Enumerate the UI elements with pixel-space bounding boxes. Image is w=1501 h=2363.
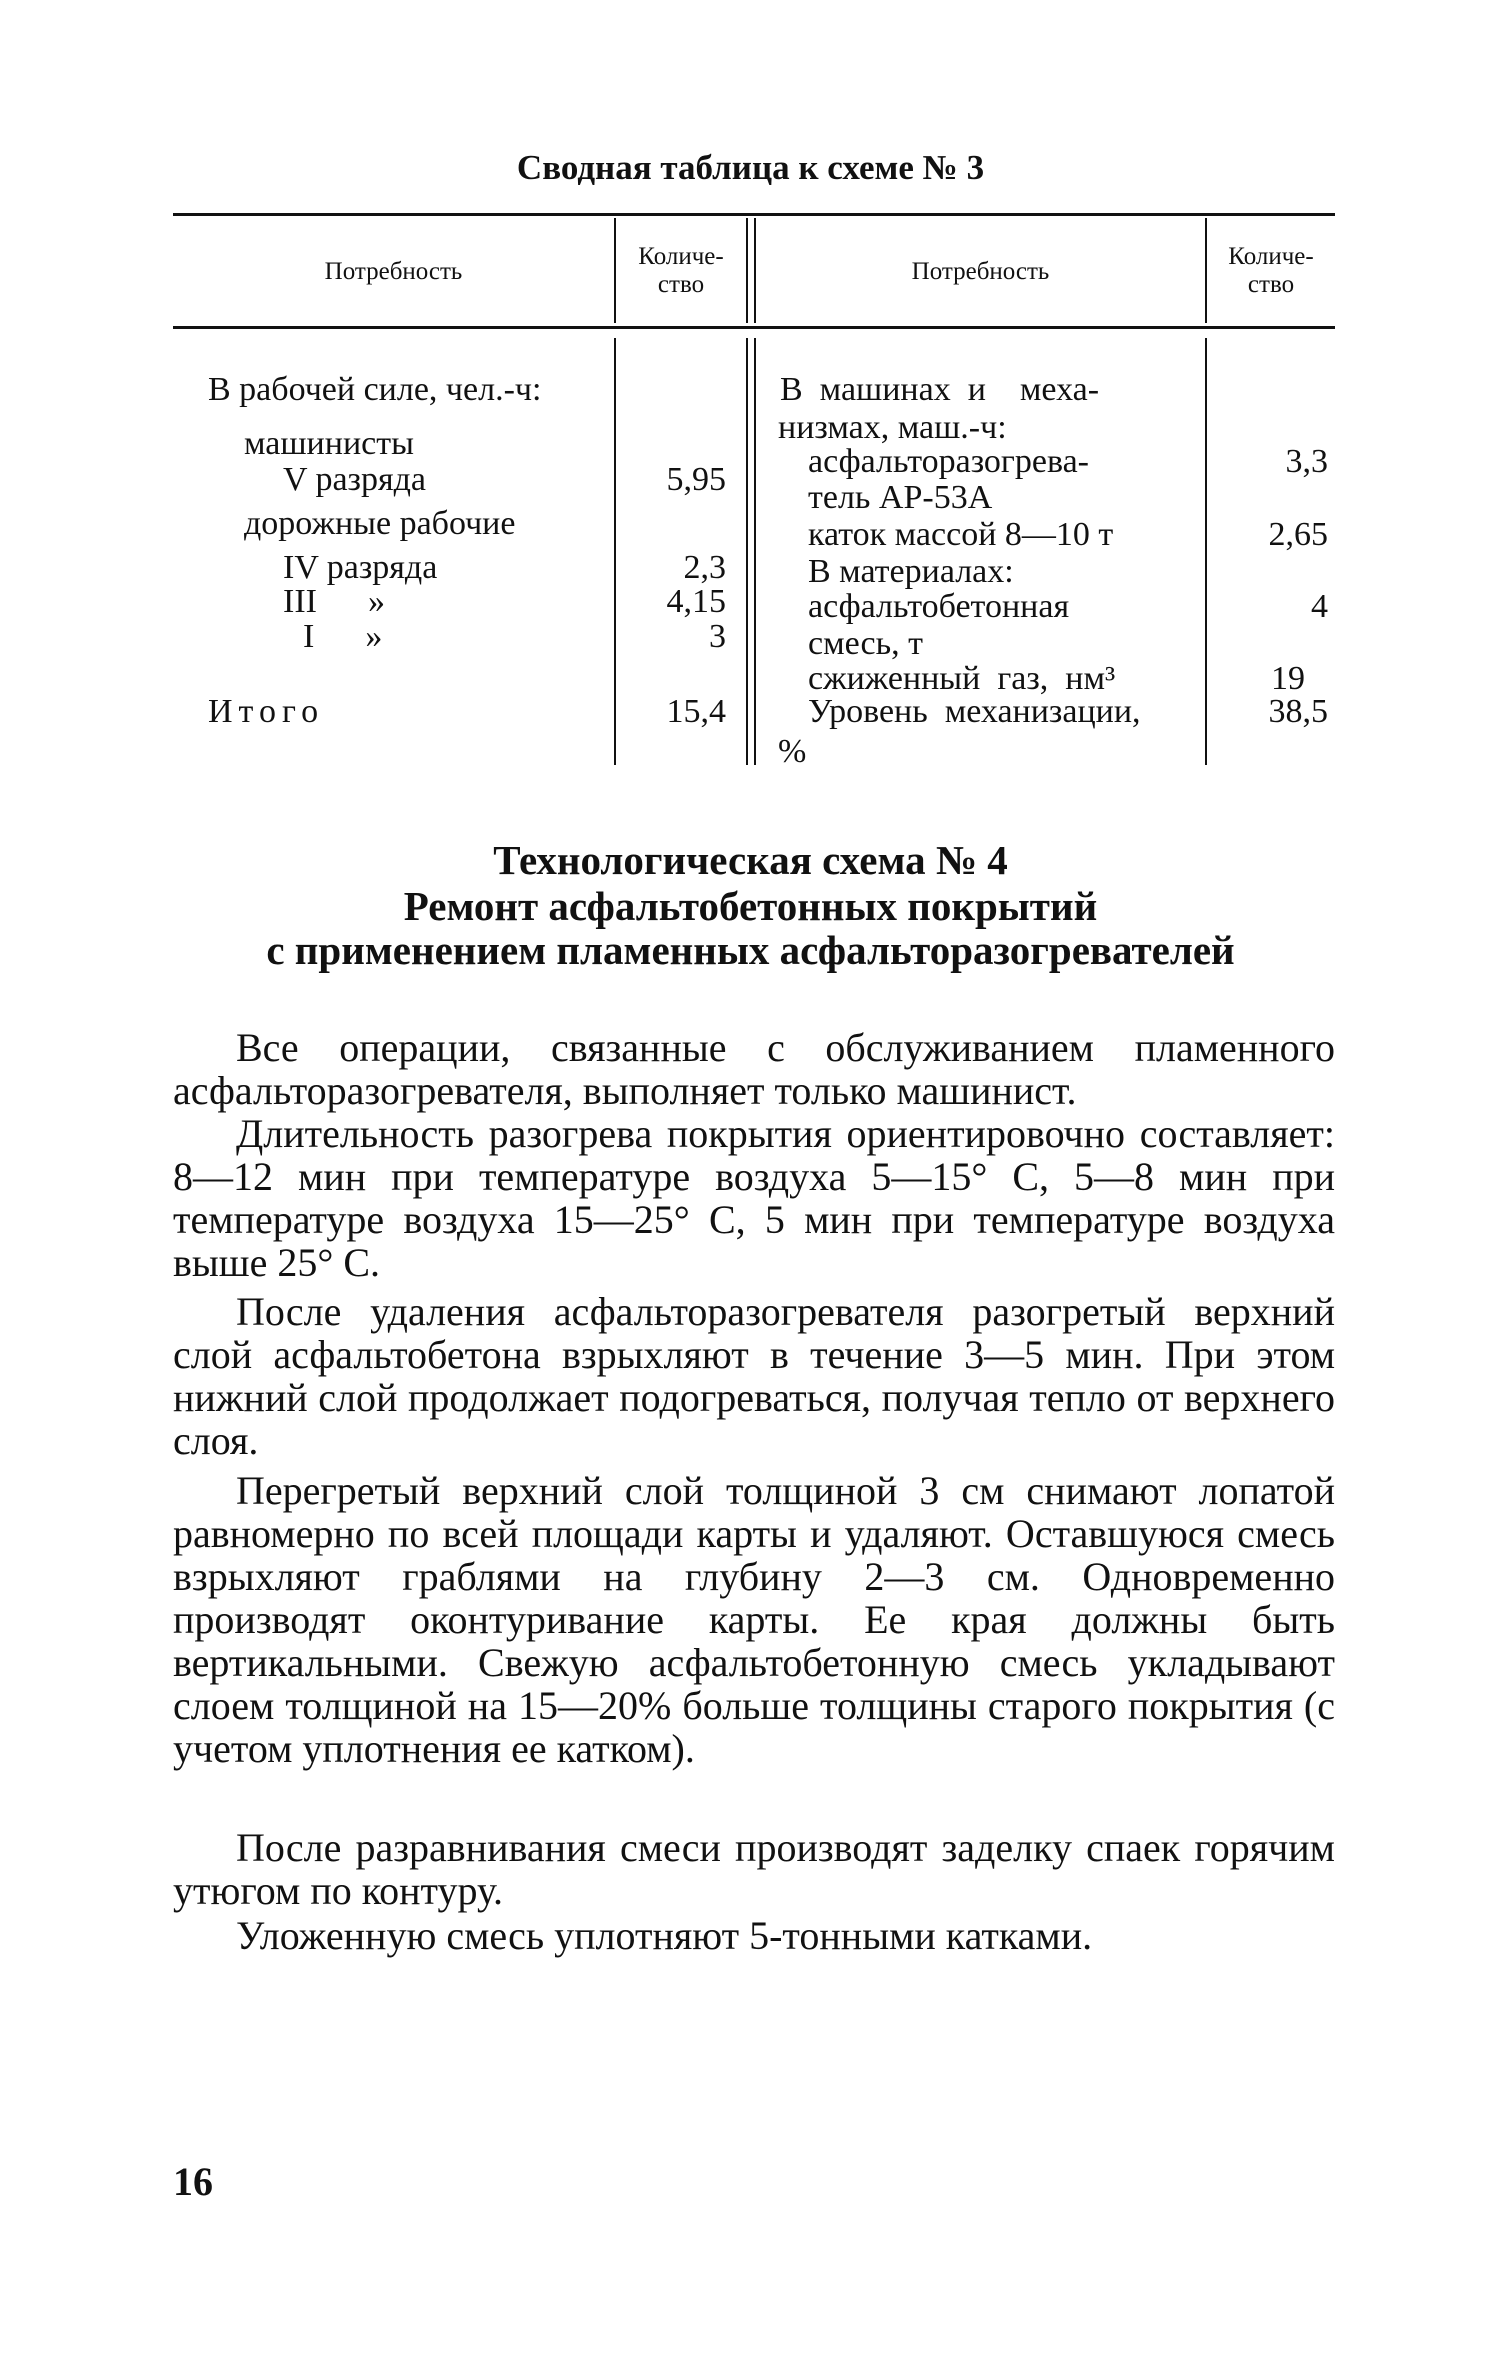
right-row-machines-2: низмах, маш.-ч: <box>778 409 1007 446</box>
table-col-divider-1-body <box>614 338 616 765</box>
table-col-divider-2a <box>746 218 748 323</box>
right-row-mix-2: смесь, т <box>808 625 923 662</box>
header-qty-right-line2: ство <box>1247 270 1295 298</box>
right-row-materials: В материалах: <box>808 553 1014 590</box>
header-need-right: Потребность <box>911 258 1050 285</box>
left-value-grade5: 5,95 <box>666 461 726 498</box>
left-row-grade3: III » <box>283 583 385 620</box>
table-col-divider-2b-body <box>754 338 756 765</box>
right-row-roller: каток массой 8—10 т <box>808 516 1114 553</box>
table-header-rule <box>173 326 1335 329</box>
table-top-rule <box>173 213 1335 216</box>
left-row-operators: машинисты <box>244 425 414 462</box>
right-row-heater-2: тель АР-53А <box>808 479 993 516</box>
right-row-mechanization-2: % <box>778 733 807 770</box>
left-value-grade4: 2,3 <box>683 549 726 586</box>
section-title-2: Ремонт асфальтобетонных покрытий <box>403 883 1098 929</box>
paragraph-2: Длительность разогрева покрытия ориентировочно составляет: 8—12 мин при температуре воздуха 5—15° С, 5—8 мин при температуре воздуха 15—25° С, 5 мин при температуре воздуха выше 25° С. <box>173 1111 1335 1285</box>
left-row-total: Итого <box>208 693 325 730</box>
table-col-divider-2a-body <box>746 338 748 765</box>
paragraph-6: Уложенную смесь уплотняют 5-тонными катками. <box>236 1913 1093 1958</box>
table-caption: Сводная таблица к схеме № 3 <box>516 148 985 187</box>
left-row-labor: В рабочей силе, чел.-ч: <box>208 371 542 408</box>
header-qty-left <box>616 243 746 298</box>
left-value-total: 15,4 <box>666 693 726 730</box>
page-number: 16 <box>173 2159 213 2204</box>
right-value-mix: 4 <box>1311 588 1328 625</box>
right-value-gas: 19 <box>1271 660 1305 697</box>
right-value-heater: 3,3 <box>1285 443 1328 480</box>
left-row-grade1: I » <box>303 618 383 655</box>
header-qty-left-line2: ство <box>657 270 705 298</box>
right-value-mechanization: 38,5 <box>1268 693 1328 730</box>
left-row-road-workers: дорожные рабочие <box>244 505 516 542</box>
paragraph-1: Все операции, связанные с обслуживанием пламенного асфальторазогревателя, выполняет только машинист. <box>173 1025 1335 1113</box>
left-row-grade4: IV разряда <box>283 549 438 586</box>
paragraph-3: После удаления асфальторазогревателя разогретый верхний слой асфальтобетона взрыхляют в течение 3—5 мин. При этом нижний слой продолжает подогреваться, получая тепло от верхнего слоя. <box>173 1289 1335 1463</box>
right-row-machines-1: В машинах и меха- <box>780 371 1100 408</box>
right-row-heater-1: асфальторазогрева- <box>808 443 1089 480</box>
header-need-left: Потребность <box>324 258 463 285</box>
right-value-roller: 2,65 <box>1268 516 1328 553</box>
right-row-mix-1: асфальтобетонная <box>808 588 1070 625</box>
right-row-gas: сжиженный газ, нм³ <box>808 660 1116 697</box>
right-row-mechanization-1: Уровень механизации, <box>808 693 1141 730</box>
paragraph-4: Перегретый верхний слой толщиной 3 см снимают лопатой равномерно по всей площади карты и удаляют. Оставшуюся смесь взрыхляют граблями на глубину 2—3 см. Одновременно производят оконтуривание карты. Ее края должны быть вертикальными. Свежую асфальтобетонную смесь укладывают слоем толщиной на 15—20% больше толщины старого покрытия (с учетом уплотнения ее катком). <box>173 1468 1335 1771</box>
left-value-grade3: 4,15 <box>666 583 726 620</box>
header-qty-right <box>1207 243 1335 298</box>
left-row-grade5: V разряда <box>283 461 426 498</box>
header-qty-right-line1: Количе- <box>1228 243 1314 270</box>
paragraph-5: После разравнивания смеси производят заделку спаек горячим утюгом по контуру. <box>173 1825 1335 1913</box>
section-title-1: Технологическая схема № 4 <box>493 837 1008 883</box>
table-col-divider-3-body <box>1205 338 1207 765</box>
section-title-3: с применением пламенных асфальторазогревателей <box>266 927 1235 973</box>
header-qty-left-line1: Количе- <box>638 243 724 270</box>
left-value-grade1: 3 <box>709 618 726 655</box>
